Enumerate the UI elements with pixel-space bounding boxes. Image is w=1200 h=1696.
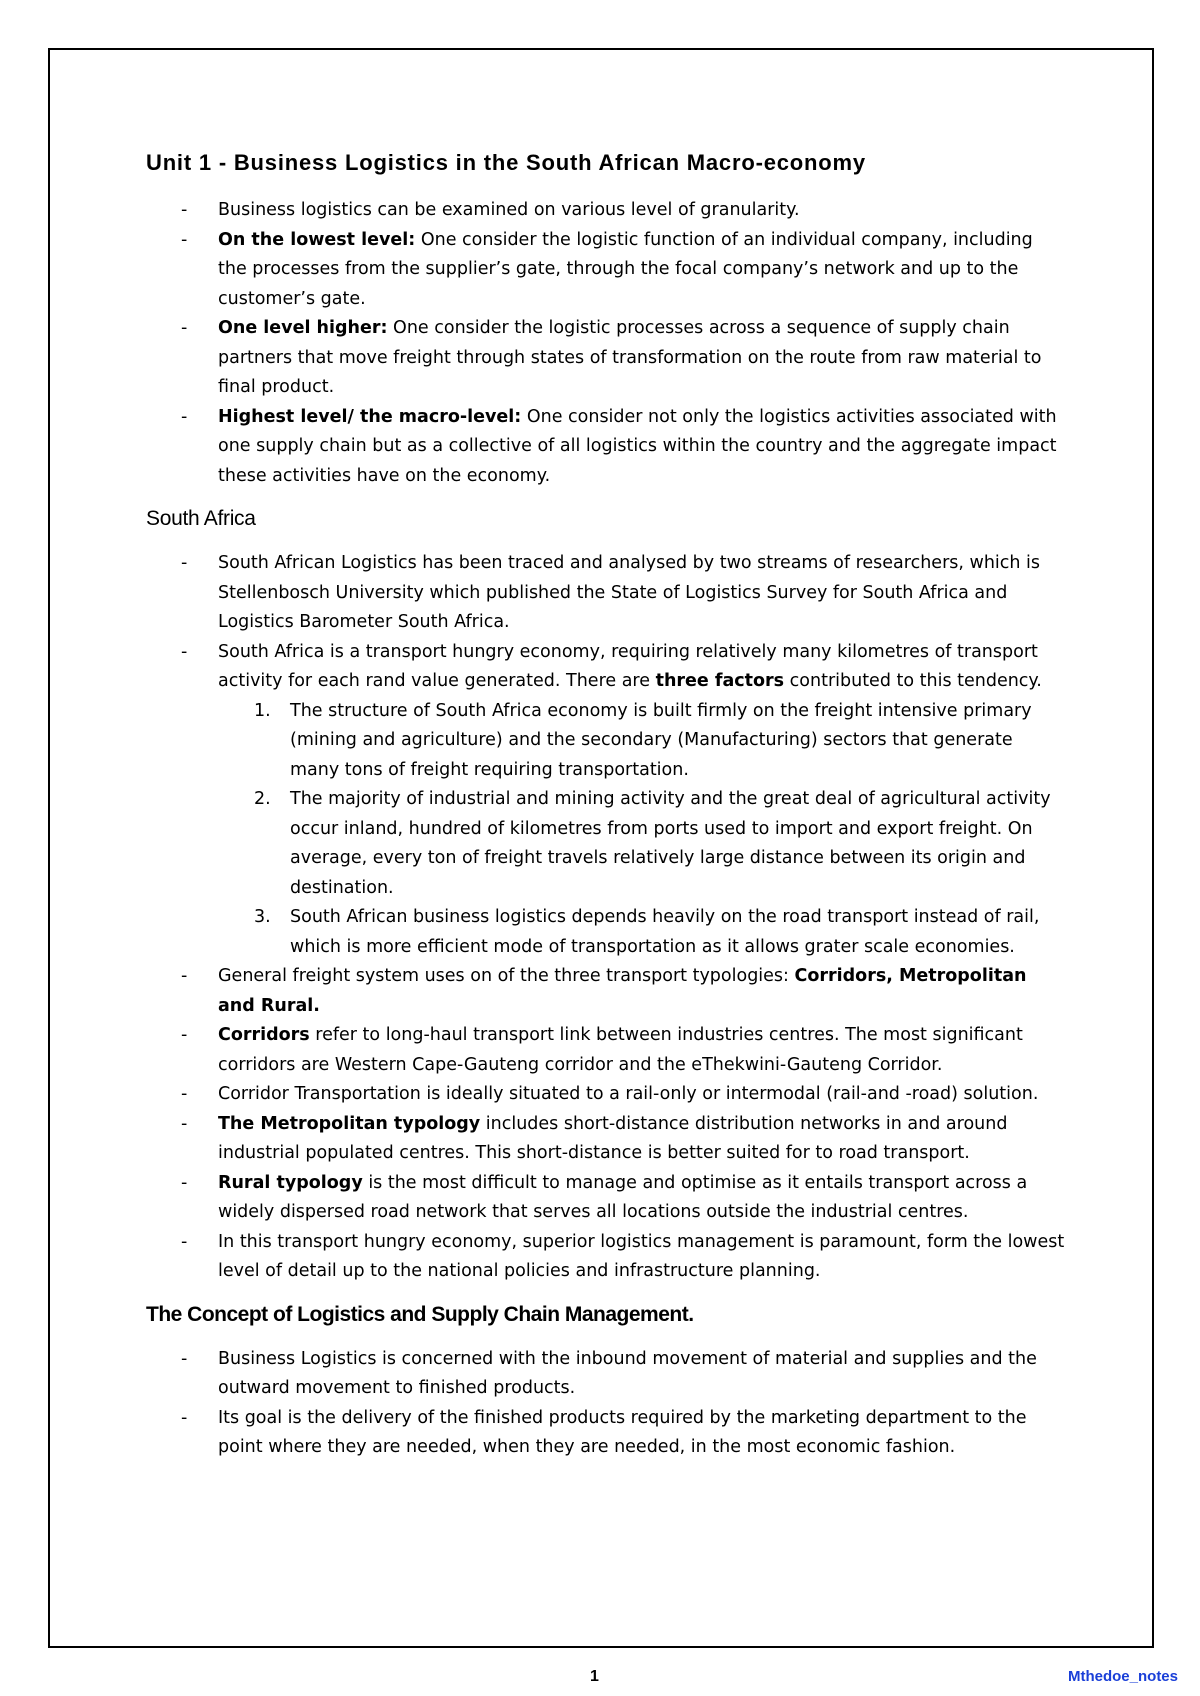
numbered-item: 1. The structure of South Africa economy is built firmly on the freight intensive primary (mining and agriculture) and the secondary (Manufacturing) sectors that generate many tons of freight requiring transportation. [254,700,1032,780]
intro-list [146,196,1066,491]
document-title: Unit 1 - Business Logistics in the South African Macro-economy [146,150,866,175]
list-item: - In this transport hungry economy, superior logistics management is paramount, form the lowest level of detail up to the national policies and infrastructure planning. [146,1228,1066,1287]
list-item: - General freight system uses on of the three transport typologies: Corridors, Metropolitan and Rural. [146,962,1066,1021]
section-heading-concept: The Concept of Logistics and Supply Chain Management. [146,1302,694,1326]
list-item: - Highest level/ the macro-level: One consider not only the logistics activities associated with one supply chain but as a collective of all logistics within the country and the aggregate impact these activities have on the economy. [146,403,1066,492]
concept-list [146,1345,1066,1463]
list-item: - South African Logistics has been traced and analysed by two streams of researchers, which is Stellenbosch University which published the State of Logistics Survey for South Africa and Logistics Barometer South Africa. [146,549,1066,638]
list-item: - Business logistics can be examined on various level of granularity. [146,196,1066,226]
list-item: - South Africa is a transport hungry economy, requiring relatively many kilometres of transport activity for each rand value generated. There are three factors contributed to this tendency. 1. The structure of South Africa economy is built firmly on the freight intensive primary (mining and agriculture) and the secondary (Manufacturing) sectors that generate many tons of freight requiring transportation. 2. The majority of industrial and mining activity and the great deal of agricultural activity occur inland, hundred of kilometres from ports used to import and export freight. On average, every ton of freight travels relatively large distance between its origin and destination. 3. South African business logistics depends heavily on the road transport instead of rail, which is more efficient mode of transportation as it allows grater scale economies. [146,638,1066,963]
list-item: - Business Logistics is concerned with the inbound movement of material and supplies and the outward movement to finished products. [146,1345,1066,1404]
list-item: - On the lowest level: One consider the logistic function of an individual company, including the processes from the supplier’s gate, through the focal company’s network and up to the customer’s gate. [146,226,1066,315]
document-body [146,148,1066,1463]
numbered-item: 2. The majority of industrial and mining activity and the great deal of agricultural activity occur inland, hundred of kilometres from ports used to import and export freight. On average, every ton of freight travels relatively large distance between its origin and destination. [254,789,1051,898]
list-item: - Corridors refer to long-haul transport link between industries centres. The most significant corridors are Western Cape-Gauteng corridor and the eThekwini-Gauteng Corridor. [146,1021,1066,1080]
page-number: 1 [590,1668,599,1685]
numbered-item: 3. South African business logistics depends heavily on the road transport instead of rail, which is more efficient mode of transportation as it allows grater scale economies. [254,907,1040,957]
list-item: - Rural typology is the most difficult to manage and optimise as it entails transport across a widely dispersed road network that serves all locations outside the industrial centres. [146,1169,1066,1228]
list-item: - Corridor Transportation is ideally situated to a rail-only or intermodal (rail-and -road) solution. [146,1080,1066,1110]
south-africa-list [146,549,1066,1287]
factors-list [218,697,1066,963]
list-item: - Its goal is the delivery of the finished products required by the marketing department to the point where they are needed, when they are needed, in the most economic fashion. [146,1404,1066,1463]
section-heading-south-africa: South Africa [146,507,256,530]
list-item: - One level higher: One consider the logistic processes across a sequence of supply chain partners that move freight through states of transformation on the route from raw material to final product. [146,314,1066,403]
list-item: - The Metropolitan typology includes short-distance distribution networks in and around industrial populated centres. This short-distance is better suited for to road transport. [146,1110,1066,1169]
footer-brand: Mthedoe_notes [1067,1668,1178,1685]
